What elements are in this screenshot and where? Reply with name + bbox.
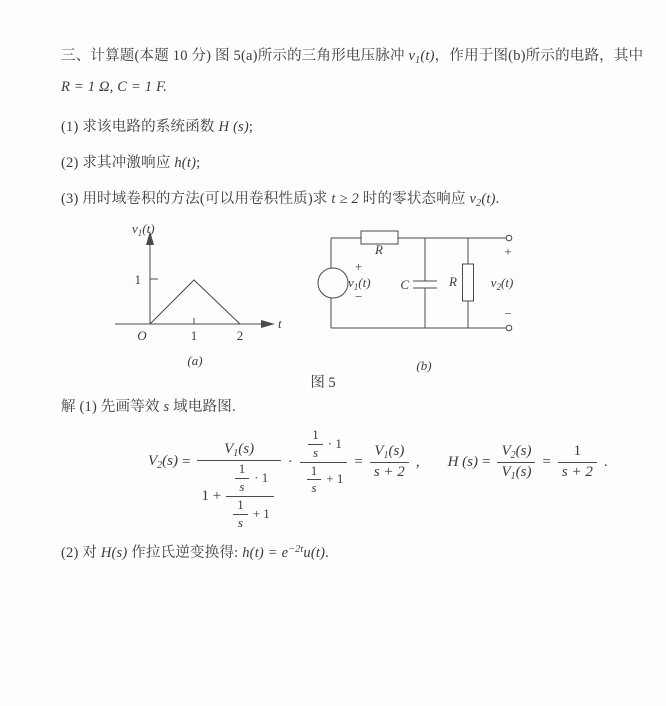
voltage-source-icon — [318, 268, 348, 298]
item3-text: (3) 用时域卷积的方法(可以用卷积性质)求 — [61, 191, 332, 207]
fraction-transfer-result-numerator: 1 — [558, 442, 597, 463]
output-voltage-label: $v_2(t)$ — [490, 275, 514, 292]
fraction-parallel-inner — [226, 461, 274, 532]
numerator-one: 1 — [233, 497, 248, 515]
equals-sign: = — [354, 453, 363, 470]
given-values — [61, 79, 167, 96]
fraction-one-over-s — [233, 497, 248, 532]
problem-heading — [61, 44, 643, 66]
denominator-s: s — [313, 444, 319, 460]
fraction-parallel-numerator — [300, 427, 348, 463]
plus-one-term: + 1 — [326, 471, 344, 487]
fraction-transfer-denominator — [497, 463, 535, 483]
fraction-main-numerator — [197, 440, 280, 461]
math-V2-of-s: $V_2(s)$ — [501, 442, 532, 461]
shunt-resistor-label: R — [449, 274, 457, 289]
fraction-result — [370, 442, 409, 483]
x-tick-label-1: 1 — [190, 328, 198, 343]
step1-text: 解 (1) 先画等效 — [61, 399, 164, 415]
step2-text: (2) 对 — [61, 545, 101, 561]
math-V2-of-s: $V_2(s)$ — [148, 453, 178, 471]
output-terminal-top-icon — [506, 235, 512, 241]
solution-step-1 — [61, 395, 236, 416]
fraction-result-denominator: s + 2 — [373, 463, 405, 480]
math-v1-of-t: $v_1(t)$ — [408, 48, 435, 66]
denominator-s: s — [237, 514, 243, 530]
dot-one-term: · 1 — [254, 470, 269, 486]
solution-step-2 — [61, 541, 329, 562]
step2-punct: . — [325, 545, 329, 561]
math-V1-of-s: $V_1(s)$ — [501, 463, 532, 482]
fraction-parallel-inner-numerator — [226, 461, 274, 497]
figure-caption: 图 5 — [310, 375, 336, 391]
equals-sign: = — [182, 453, 191, 470]
given-text: R = 1 Ω, C = 1 F. — [61, 79, 168, 95]
fraction-one-over-s — [307, 463, 322, 498]
math-H-of-s: H (s) — [447, 453, 478, 470]
fraction-parallel-denominator — [300, 463, 348, 498]
fraction-one-over-s — [308, 427, 323, 462]
math-H-of-s: H (s) — [218, 119, 249, 135]
x-axis-label: t — [278, 316, 282, 331]
fraction-main-denominator — [197, 461, 280, 532]
source-label: $v_1(t)$ — [348, 275, 371, 292]
math-t-geq-2: t ≥ 2 — [331, 191, 359, 207]
question-item-2 — [61, 151, 200, 172]
x-axis-arrow-icon — [261, 320, 275, 328]
math-impulse-response: $h(t) = e^{-2t}u(t)$ — [242, 544, 326, 561]
y-tick-label: 1 — [134, 272, 141, 287]
fraction-transfer-result — [558, 442, 597, 482]
comma-sign: , — [415, 453, 420, 470]
item1-punct: ; — [248, 119, 254, 135]
fraction-result-numerator — [370, 442, 409, 463]
fraction-transfer-result-denominator: s + 2 — [561, 463, 593, 480]
math-v2-of-t: $v_2(t)$ — [469, 191, 496, 209]
formula-block — [148, 416, 612, 530]
math-H-of-s: H(s) — [100, 545, 128, 561]
series-resistor-label: R — [375, 242, 383, 257]
output-terminal-bottom-icon — [506, 325, 512, 331]
multiply-dot: · — [287, 453, 293, 470]
math-s: s — [163, 399, 170, 415]
one-plus-term: 1 + — [201, 487, 222, 504]
item3-text-mid: 时的零状态响应 — [358, 191, 470, 207]
figure-a-label: (a) — [187, 353, 203, 368]
denominator-s: s — [239, 479, 245, 495]
item1-text: (1) 求该电路的系统函数 — [61, 119, 219, 135]
item3-punct: . — [495, 191, 500, 207]
y-axis-label: $v_1(t)$ — [132, 221, 155, 238]
period-sign: . — [603, 453, 608, 470]
equals-sign: = — [542, 453, 551, 470]
fraction-one-over-s — [235, 461, 250, 496]
question-item-1 — [61, 115, 253, 136]
equals-sign: = — [481, 453, 491, 470]
heading-text-tail: ，作用于图(b)所示的电路，其中 — [434, 48, 644, 64]
output-minus-sign: − — [504, 306, 512, 321]
capacitor-label: C — [400, 277, 409, 292]
fraction-transfer-numerator — [497, 442, 535, 463]
origin-label: O — [137, 328, 147, 343]
math-V1-of-s: $V_1(s)$ — [374, 442, 405, 461]
figure-a-pulse-graph — [103, 218, 303, 370]
item2-punct: ; — [196, 155, 201, 171]
figure-b-circuit — [312, 223, 537, 375]
question-item-3 — [61, 187, 499, 209]
numerator-one: 1 — [308, 427, 323, 445]
math-V1-of-s: $V_1(s)$ — [224, 441, 255, 460]
fraction-parallel-inner-denominator — [226, 497, 274, 532]
figure-b-label: (b) — [416, 358, 432, 373]
numerator-one: 1 — [235, 461, 250, 479]
fraction-main — [197, 440, 280, 532]
numerator-one: 1 — [307, 463, 322, 481]
fraction-parallel — [300, 427, 348, 498]
math-h-of-t: h(t) — [174, 155, 197, 171]
heading-text: 三、计算题(本题 10 分) 图 5(a)所示的三角形电压脉冲 — [61, 48, 409, 64]
plus-one-term: + 1 — [252, 505, 270, 521]
fraction-transfer — [497, 442, 535, 483]
step1-text-tail: 域电路图. — [169, 399, 236, 415]
output-plus-sign: + — [504, 244, 512, 259]
dot-one-term: · 1 — [327, 435, 342, 451]
item2-text: (2) 求其冲激响应 — [61, 155, 175, 171]
step2-text-mid: 作拉氏逆变换得: — [127, 545, 243, 561]
denominator-s: s — [311, 480, 317, 496]
triangle-pulse-line — [150, 280, 240, 324]
source-plus-sign: + — [355, 259, 363, 274]
shunt-resistor-icon — [463, 264, 474, 301]
source-minus-sign: − — [355, 289, 363, 304]
x-tick-label-2: 2 — [236, 328, 244, 343]
